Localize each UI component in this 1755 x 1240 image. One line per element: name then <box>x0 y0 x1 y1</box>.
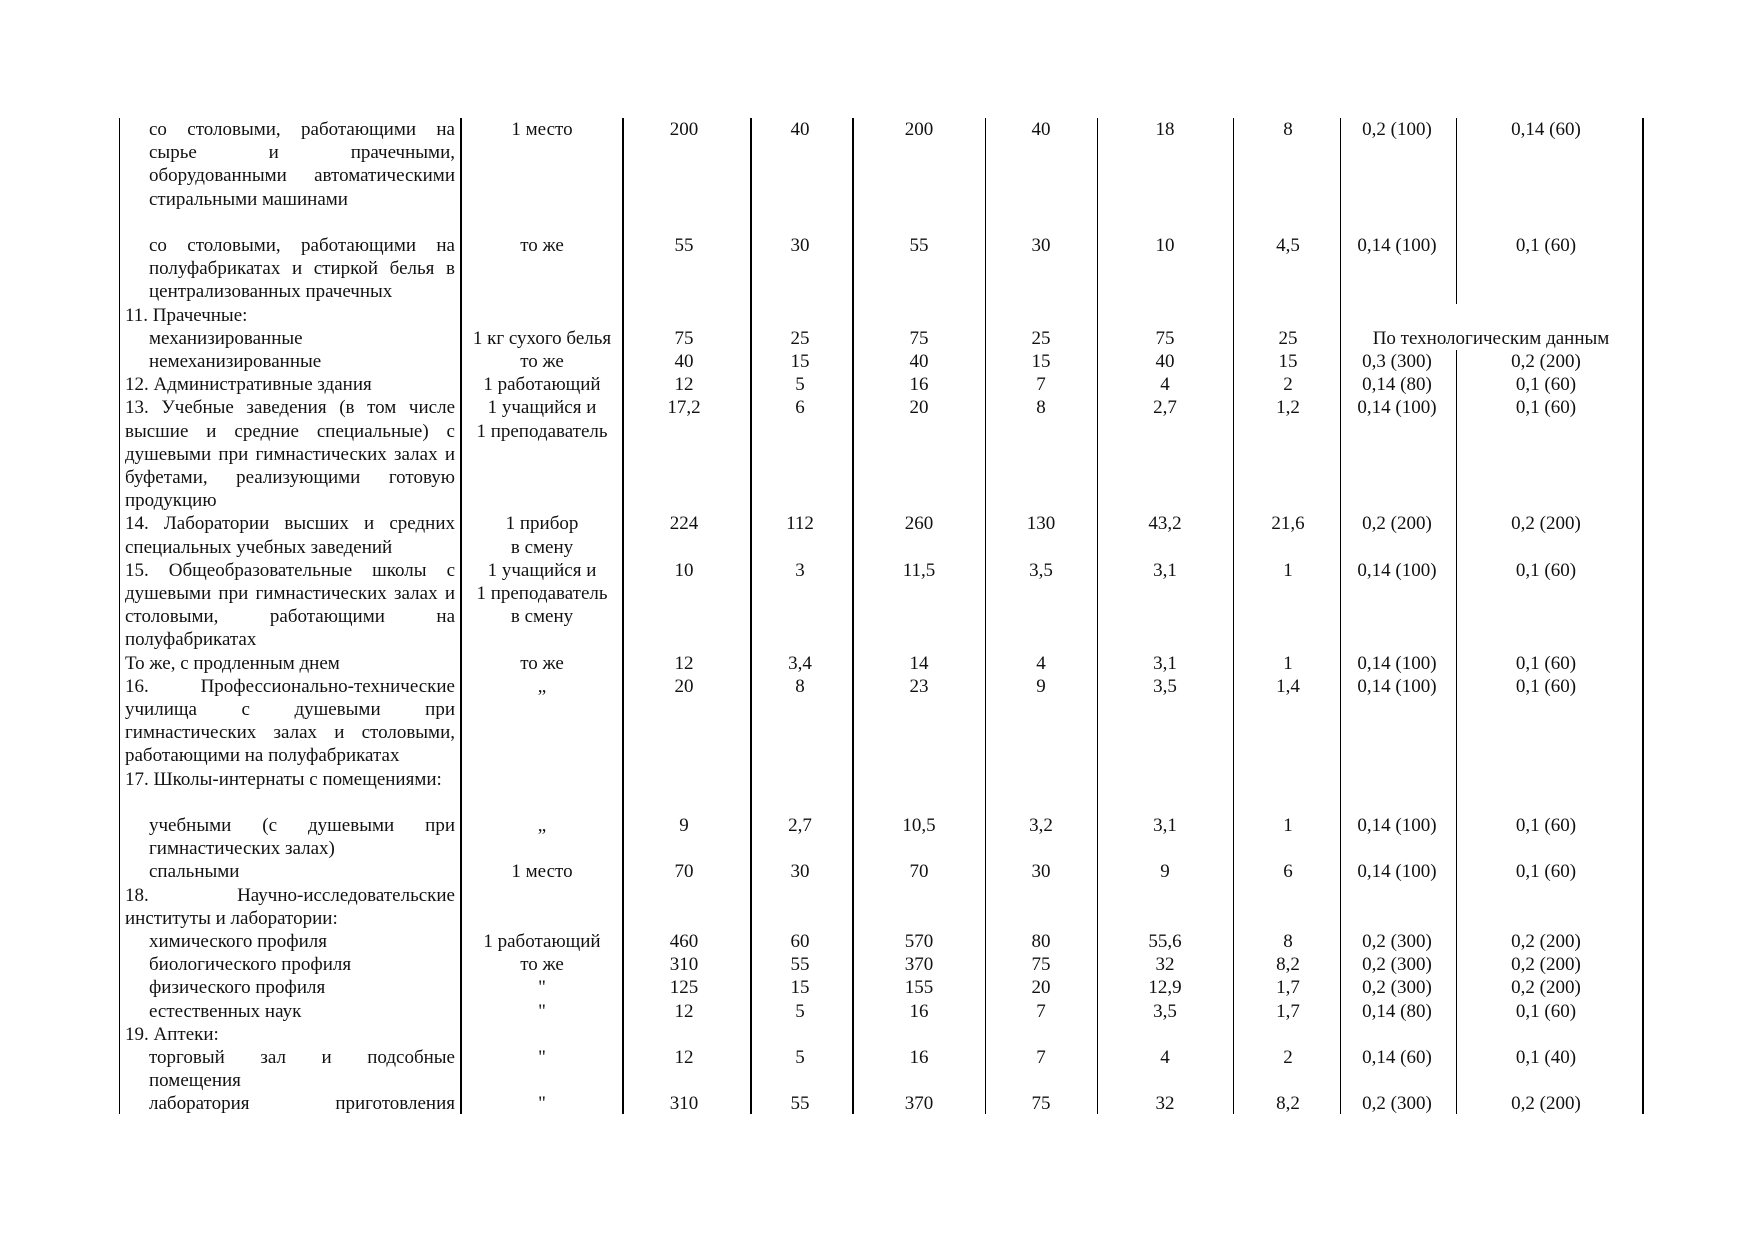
value-cell: 0,2 (200) <box>1511 1093 1581 1115</box>
value-cell: 3,4 <box>788 652 812 674</box>
merged-note-cell: По технологическим данным <box>1372 327 1610 349</box>
value-cell: 370 <box>904 1093 934 1115</box>
value-cell: 4 <box>1160 374 1170 396</box>
value-cell: 0,2 (200) <box>1511 954 1581 976</box>
value-cell: 75 <box>674 327 694 349</box>
unit-of-measure: " <box>538 977 546 999</box>
unit-of-measure: то же <box>520 954 564 976</box>
value-cell: 4 <box>1036 652 1046 674</box>
row-description: 13. Учебные заведения (в том числе высшие и средние специальные) с душевыми при гимнастических залах и буфетами, реализующими готовую продукцию <box>125 397 455 512</box>
value-cell: 8,2 <box>1276 1093 1300 1115</box>
value-cell: 570 <box>904 931 934 952</box>
value-cell: 1,2 <box>1276 397 1300 419</box>
value-cell: 2,7 <box>1153 397 1177 419</box>
value-cell: 14 <box>909 652 929 674</box>
row-description: механизированные <box>149 327 303 349</box>
value-cell: 0,2 (200) <box>1511 351 1581 372</box>
value-cell: 0,1 (60) <box>1515 559 1577 581</box>
value-cell: 125 <box>669 977 699 999</box>
value-cell: 32 <box>1155 1093 1175 1115</box>
value-cell: 0,14 (100) <box>1357 559 1437 581</box>
value-cell: 10,5 <box>902 815 936 836</box>
row-description: естественных наук <box>149 1000 302 1022</box>
value-cell: 30 <box>1031 861 1051 883</box>
value-cell: 5 <box>795 1000 805 1022</box>
value-cell: 3,5 <box>1153 1000 1177 1022</box>
value-cell: 0,2 (200) <box>1362 513 1432 535</box>
value-cell: 2 <box>1283 1047 1293 1068</box>
value-cell: 0,14 (80) <box>1362 1000 1432 1022</box>
value-cell: 0,14 (60) <box>1511 119 1581 140</box>
value-cell: 20 <box>674 675 694 697</box>
column-divider <box>119 118 120 1114</box>
value-cell: 0,14 (100) <box>1357 675 1437 697</box>
value-cell: 15 <box>1031 351 1051 372</box>
value-cell: 75 <box>1031 1093 1051 1115</box>
value-cell: 25 <box>790 327 810 349</box>
value-cell: 40 <box>674 351 694 372</box>
row-description: химического профиля <box>149 931 327 952</box>
value-cell: 8 <box>1283 119 1293 140</box>
value-cell: 55 <box>674 235 694 256</box>
value-cell: 18 <box>1155 119 1175 140</box>
value-cell: 200 <box>669 119 699 140</box>
value-cell: 9 <box>1036 675 1046 697</box>
value-cell: 3,2 <box>1029 815 1053 836</box>
row-description: 12. Административные здания <box>125 374 372 396</box>
value-cell: 0,1 (60) <box>1515 1000 1577 1022</box>
value-cell: 5 <box>795 374 805 396</box>
row-description: физического профиля <box>149 977 326 999</box>
value-cell: 70 <box>674 861 694 883</box>
value-cell: 6 <box>1283 861 1293 883</box>
unit-of-measure: то же <box>520 652 564 674</box>
unit-of-measure: 1 учащийся и 1 преподаватель в смену <box>476 559 608 628</box>
value-cell: 0,1 (60) <box>1515 861 1577 883</box>
value-cell: 30 <box>1031 235 1051 256</box>
value-cell: 3,1 <box>1153 815 1177 836</box>
value-cell: 200 <box>904 119 934 140</box>
row-description: со столовыми, работающими на полуфабрикатах и стиркой белья в централизованных прачечных <box>149 235 455 303</box>
row-description: 11. Прачечные: <box>125 304 248 326</box>
row-description: 17. Школы-интернаты с помещениями: <box>125 768 442 790</box>
value-cell: 112 <box>786 513 814 535</box>
value-cell: 0,14 (80) <box>1362 374 1432 396</box>
unit-of-measure: " <box>538 1047 546 1068</box>
value-cell: 40 <box>790 119 810 140</box>
unit-of-measure: " <box>538 1093 546 1115</box>
value-cell: 12 <box>674 652 694 674</box>
value-cell: 16 <box>909 1000 929 1022</box>
value-cell: 6 <box>795 397 805 419</box>
unit-of-measure: 1 место <box>511 119 573 140</box>
value-cell: 15 <box>790 977 810 999</box>
value-cell: 30 <box>790 861 810 883</box>
value-cell: 0,1 (60) <box>1515 235 1577 256</box>
value-cell: 0,2 (300) <box>1362 954 1432 976</box>
value-cell: 0,1 (60) <box>1515 652 1577 674</box>
value-cell: 75 <box>1031 954 1051 976</box>
value-cell: 155 <box>904 977 934 999</box>
value-cell: 1 <box>1283 559 1293 581</box>
value-cell: 3,5 <box>1153 675 1177 697</box>
value-cell: 80 <box>1031 931 1051 952</box>
value-cell: 2,7 <box>788 815 812 836</box>
value-cell: 30 <box>790 235 810 256</box>
unit-of-measure: 1 работающий <box>483 374 601 396</box>
value-cell: 1,7 <box>1276 1000 1300 1022</box>
value-cell: 11,5 <box>902 559 936 581</box>
value-cell: 21,6 <box>1271 513 1305 535</box>
unit-of-measure: 1 учащийся и 1 преподаватель <box>476 397 608 442</box>
value-cell: 8 <box>1283 931 1293 952</box>
value-cell: 25 <box>1278 327 1298 349</box>
value-cell: 0,14 (60) <box>1362 1047 1432 1068</box>
row-description: То же, с продленным днем <box>125 652 340 674</box>
row-description: биологического профиля <box>149 954 352 976</box>
value-cell: 1,7 <box>1276 977 1300 999</box>
value-cell: 0,14 (100) <box>1357 815 1437 836</box>
value-cell: 0,2 (200) <box>1511 977 1581 999</box>
column-divider <box>1642 118 1644 1114</box>
value-cell: 0,2 (100) <box>1362 119 1432 140</box>
value-cell: 224 <box>669 513 699 535</box>
unit-of-measure: 1 работающий <box>483 931 601 952</box>
unit-of-measure: " <box>538 1000 546 1022</box>
value-cell: 0,2 (300) <box>1362 977 1432 999</box>
value-cell: 23 <box>909 675 929 697</box>
value-cell: 55 <box>790 954 810 976</box>
value-cell: 55 <box>909 235 929 256</box>
value-cell: 15 <box>1278 351 1298 372</box>
value-cell: 75 <box>1155 327 1175 349</box>
value-cell: 12 <box>674 1047 694 1068</box>
value-cell: 40 <box>1031 119 1051 140</box>
value-cell: 3,1 <box>1153 559 1177 581</box>
value-cell: 55 <box>790 1093 810 1115</box>
row-description: спальными <box>149 861 240 883</box>
value-cell: 43,2 <box>1148 513 1182 535</box>
value-cell: 0,1 (60) <box>1515 374 1577 396</box>
value-cell: 1 <box>1283 652 1293 674</box>
row-description: торговый зал и подсобные помещения <box>149 1047 455 1092</box>
value-cell: 10 <box>1155 235 1175 256</box>
value-cell: 9 <box>1160 861 1170 883</box>
value-cell: 0,14 (100) <box>1357 861 1437 883</box>
value-cell: 0,14 (100) <box>1357 397 1437 419</box>
value-cell: 9 <box>679 815 689 836</box>
value-cell: 0,14 (100) <box>1357 652 1437 674</box>
value-cell: 7 <box>1036 1000 1046 1022</box>
value-cell: 8 <box>1036 397 1046 419</box>
value-cell: 75 <box>909 327 929 349</box>
value-cell: 12 <box>674 374 694 396</box>
unit-of-measure: 1 прибор в смену <box>505 513 579 558</box>
value-cell: 40 <box>909 351 929 372</box>
value-cell: 0,3 (300) <box>1362 351 1432 372</box>
value-cell: 15 <box>790 351 810 372</box>
value-cell: 1,4 <box>1276 675 1300 697</box>
value-cell: 260 <box>904 513 934 535</box>
value-cell: 7 <box>1036 1047 1046 1068</box>
row-description: 18. Научно-исследовательские институты и лаборатории: <box>125 884 455 929</box>
value-cell: 25 <box>1031 327 1051 349</box>
row-description: со столовыми, работающими на сырье и прачечными, оборудованными автоматическими стиральными машинами <box>149 119 455 210</box>
row-description: 14. Лаборатории высших и средних специальных учебных заведений <box>125 513 455 558</box>
column-divider <box>1456 118 1457 304</box>
value-cell: 10 <box>674 559 694 581</box>
value-cell: 0,14 (100) <box>1357 235 1437 256</box>
unit-of-measure: „ <box>537 675 547 697</box>
value-cell: 460 <box>669 931 699 952</box>
value-cell: 16 <box>909 1047 929 1068</box>
unit-of-measure: то же <box>520 235 564 256</box>
value-cell: 16 <box>909 374 929 396</box>
value-cell: 3,5 <box>1029 559 1053 581</box>
row-description: немеханизированные <box>149 351 322 372</box>
value-cell: 12,9 <box>1148 977 1182 999</box>
value-cell: 130 <box>1026 513 1056 535</box>
row-description: 19. Аптеки: <box>125 1023 219 1045</box>
value-cell: 0,2 (200) <box>1511 513 1581 535</box>
unit-of-measure: то же <box>520 351 564 372</box>
value-cell: 0,2 (200) <box>1511 931 1581 952</box>
value-cell: 60 <box>790 931 810 952</box>
value-cell: 4 <box>1160 1047 1170 1068</box>
value-cell: 17,2 <box>667 397 701 419</box>
value-cell: 2 <box>1283 374 1293 396</box>
value-cell: 12 <box>674 1000 694 1022</box>
value-cell: 5 <box>795 1047 805 1068</box>
value-cell: 370 <box>904 954 934 976</box>
value-cell: 20 <box>1031 977 1051 999</box>
value-cell: 32 <box>1155 954 1175 976</box>
value-cell: 8,2 <box>1276 954 1300 976</box>
value-cell: 0,1 (40) <box>1515 1047 1577 1068</box>
row-description: 15. Общеобразовательные школы с душевыми при гимнастических залах и столовыми, работающими на полуфабрикатах <box>125 559 455 651</box>
value-cell: 310 <box>669 1093 699 1115</box>
value-cell: 0,2 (300) <box>1362 931 1432 952</box>
value-cell: 0,1 (60) <box>1515 815 1577 836</box>
value-cell: 0,2 (300) <box>1362 1093 1432 1115</box>
value-cell: 20 <box>909 397 929 419</box>
value-cell: 1 <box>1283 815 1293 836</box>
value-cell: 0,1 (60) <box>1515 397 1577 419</box>
value-cell: 70 <box>909 861 929 883</box>
value-cell: 310 <box>669 954 699 976</box>
value-cell: 8 <box>795 675 805 697</box>
value-cell: 0,1 (60) <box>1515 675 1577 697</box>
value-cell: 55,6 <box>1148 931 1182 952</box>
unit-of-measure: 1 место <box>511 861 573 883</box>
row-description: лаборатория приготовления <box>149 1093 455 1115</box>
value-cell: 4,5 <box>1276 235 1300 256</box>
value-cell: 40 <box>1155 351 1175 372</box>
unit-of-measure: „ <box>537 815 547 836</box>
row-description: 16. Профессионально-технические училища с душевыми при гимнастических залах и столовыми, работающими на полуфабрикатах <box>125 675 455 767</box>
unit-of-measure: 1 кг сухого белья <box>472 327 612 349</box>
row-description: учебными (с душевыми при гимнастических залах) <box>149 815 455 860</box>
value-cell: 3,1 <box>1153 652 1177 674</box>
value-cell: 7 <box>1036 374 1046 396</box>
value-cell: 3 <box>795 559 805 581</box>
